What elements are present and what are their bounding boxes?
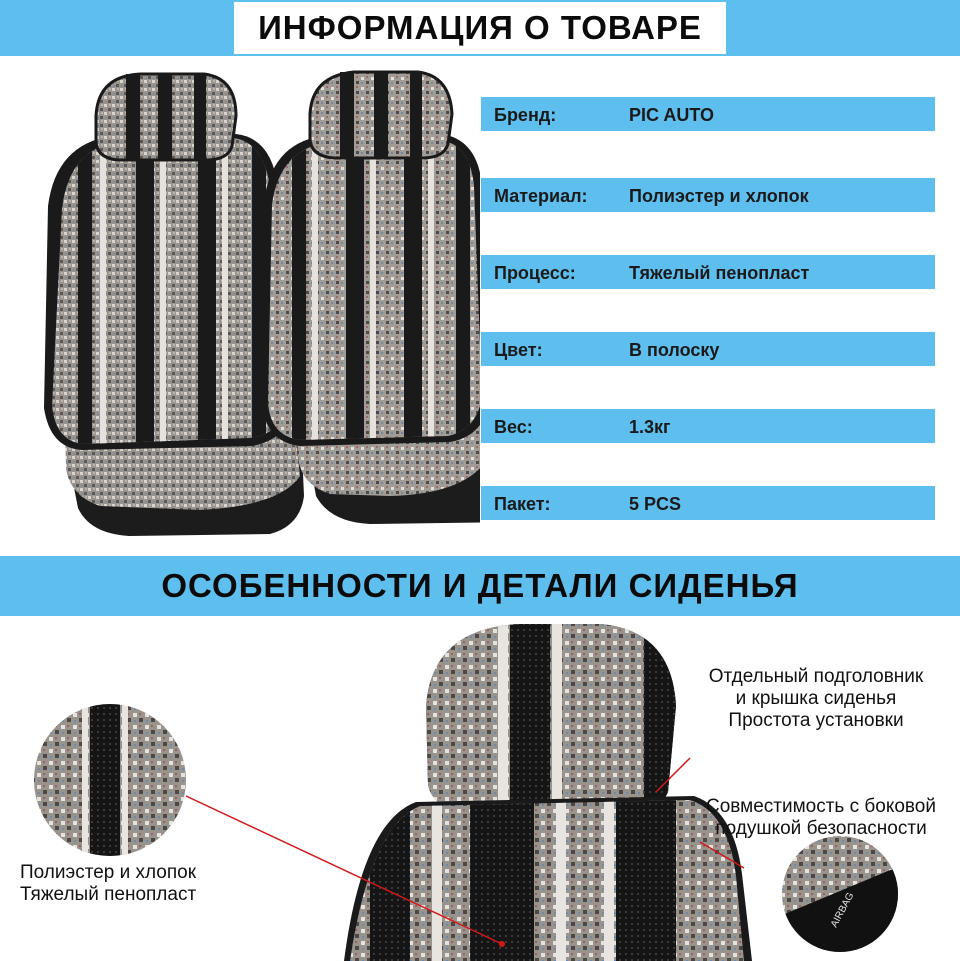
spec-value: В полоску: [629, 340, 720, 360]
spec-key: Бренд:: [494, 105, 557, 125]
spec-row-material: [481, 178, 935, 212]
features-title: ОСОБЕННОСТИ И ДЕТАЛИ СИДЕНЬЯ: [161, 567, 799, 604]
spec-row-weight: [481, 409, 935, 443]
spec-value: Тяжелый пенопласт: [629, 263, 810, 283]
callout-line: Совместимость с боковой: [705, 796, 936, 817]
callout-line: Отдельный подголовник: [708, 666, 924, 687]
callout-airbag: [688, 796, 954, 840]
callout-material: [20, 862, 220, 906]
spec-row-color: [481, 332, 935, 366]
airbag-tag-label: AIRBAG: [828, 890, 857, 930]
spec-row-brand: [481, 97, 935, 131]
spec-value: 5 PCS: [629, 494, 682, 514]
spec-value: PIC AUTO: [629, 105, 715, 125]
spec-key: Материал:: [494, 186, 588, 206]
spec-row-package: [481, 486, 935, 520]
spec-key: Пакет:: [494, 494, 551, 514]
spec-key: Процесс:: [494, 263, 576, 283]
material-zoom-circle: [30, 700, 190, 860]
seat-covers-image: [0, 56, 480, 556]
airbag-zoom-circle: [780, 834, 900, 956]
callout-headrest: [688, 666, 944, 732]
callout-line: Полиэстер и хлопок: [20, 862, 197, 883]
spec-value: Полиэстер и хлопок: [629, 186, 809, 206]
header-banner: [0, 0, 960, 56]
spec-value: 1.3кг: [629, 417, 671, 437]
callout-line: и крышка сиденья: [735, 688, 897, 709]
callout-line: Простота установки: [728, 710, 904, 731]
spec-key: Вес:: [494, 417, 533, 437]
spec-key: Цвет:: [494, 340, 543, 360]
callout-line: подушкой безопасности: [715, 818, 927, 839]
features-banner: [0, 556, 960, 616]
callout-line: Тяжелый пенопласт: [20, 884, 197, 905]
page-title: ИНФОРМАЦИЯ О ТОВАРЕ: [234, 2, 726, 54]
spec-row-process: [481, 255, 935, 289]
